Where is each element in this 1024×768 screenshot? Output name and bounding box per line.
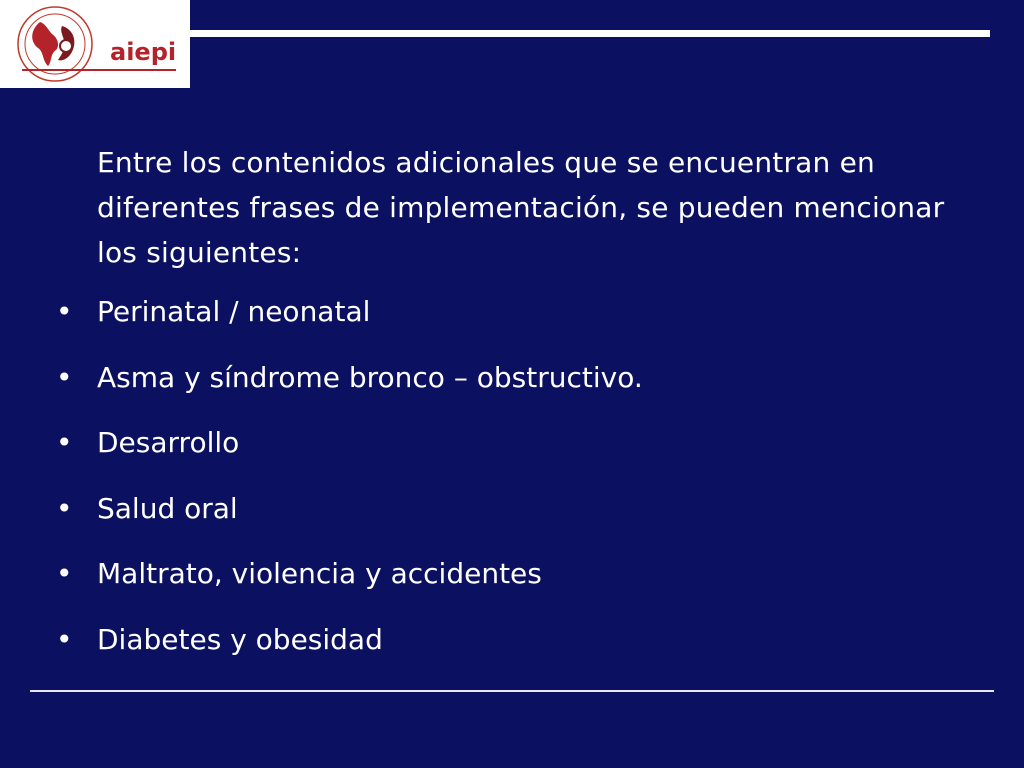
slide-body: [0, 140, 1024, 682]
list-item: [0, 486, 1024, 552]
list-item-text: Maltrato, violencia y accidentes: [97, 557, 542, 590]
bullet-icon: •: [56, 295, 73, 328]
bullet-list: [0, 289, 1024, 682]
bullet-icon: •: [56, 557, 73, 590]
aiepi-emblem-icon: [0, 0, 190, 88]
bottom-divider: [30, 690, 994, 692]
bullet-icon: •: [56, 360, 73, 394]
list-item: [0, 289, 1024, 355]
list-item: [0, 551, 1024, 617]
intro-paragraph: Entre los contenidos adicionales que se encuentran en diferentes frases de implementación, se pueden mencionar los siguientes:: [97, 146, 945, 269]
list-item-text: Asma y síndrome bronco – obstructivo.: [97, 360, 643, 394]
list-item-text: Desarrollo: [97, 426, 240, 459]
list-item-text: Perinatal / neonatal: [97, 295, 371, 328]
list-item-text: Salud oral: [97, 491, 238, 525]
logo-brand-text: aiepi: [110, 38, 177, 66]
list-item-text: Diabetes y obesidad: [97, 622, 383, 656]
bullet-icon: •: [56, 491, 73, 525]
list-item: [0, 617, 1024, 683]
list-item: [0, 355, 1024, 421]
bullet-icon: •: [56, 622, 73, 656]
top-divider: [190, 30, 990, 37]
aiepi-logo: [0, 0, 190, 88]
bullet-icon: •: [56, 426, 73, 459]
list-item: [0, 420, 1024, 486]
